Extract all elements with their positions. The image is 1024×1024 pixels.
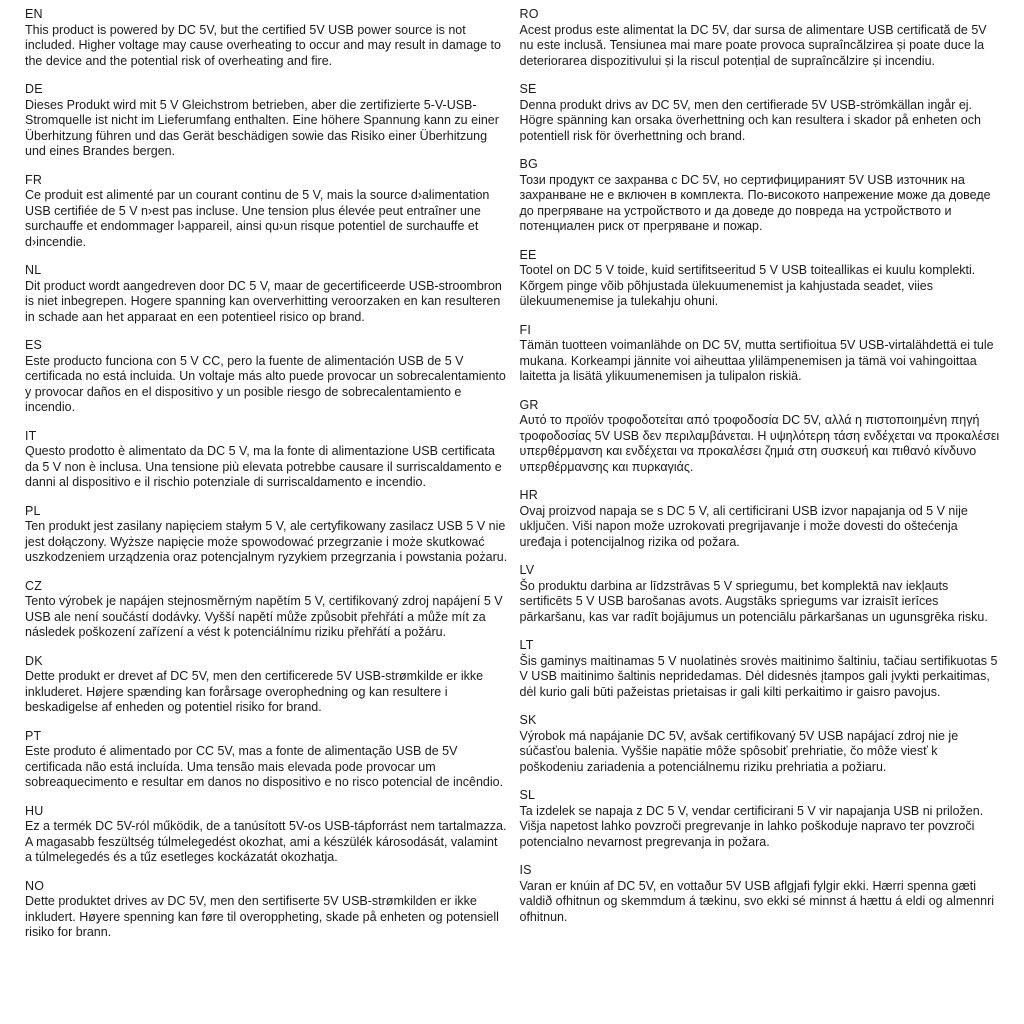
language-text: Dit product wordt aangedreven door DC 5 V, maar de gecertificeerde USB-stroombron is niet inbegrepen. Hogere spanning kan oververhitting veroorzaken en kan resulteren in schade aan het apparaat en een potentieel risico op brand. <box>25 278 502 324</box>
language-code: BG <box>519 157 538 171</box>
language-block-is <box>520 863 1003 925</box>
language-block-pt <box>25 729 508 791</box>
language-text: Varan er knúin af DC 5V, en vottaður 5V USB aflgjafi fylgir ekki. Hærri spenna gæti valdið ofhitnun og skemmdum á tækinu, svo ekki sé minnst á hættu á eldi og almennri ofhitnun. <box>519 878 995 924</box>
language-text: Dette produkt er drevet af DC 5V, men den certificerede 5V USB-strømkilde er ikke inkluderet. Højere spænding kan forårsage overophedning og kan resultere i beskadigelse af enheden og potentiel risiko for brand. <box>25 669 484 714</box>
language-text: Ta izdelek se napaja z DC 5 V, vendar certificirani 5 V vir napajanja USB ni priložen. Višja napetost lahko povzroči pregrevanje in lahko poškoduje napravo ter povzroči potencialno nevarnost pregrevanja in požara. <box>519 803 984 849</box>
language-block-pl <box>25 504 508 566</box>
language-text: Tootel on DC 5 V toide, kuid sertifitseeritud 5 V USB toiteallikas ei kuulu komplekti. Kõrgem pinge võib põhjustada ülekuumenemist ja kahjustada seadet, viies ülekuumenemise ja tulekahju ohuni. <box>519 263 976 308</box>
language-block-en <box>25 7 508 69</box>
language-code: CZ <box>25 578 43 593</box>
language-text: Dieses Produkt wird mit 5 V Gleichstrom betrieben, aber die zertifizierte 5-V-USB-Stromquelle ist nicht im Lieferumfang enthalten. Eine höhere Spannung kann zu einer Überhitzung führen und das Gerät beschädigen sowie das Risiko einer Überhitzung und eines Brandes bergen. <box>25 97 499 158</box>
language-block-fr <box>25 173 508 251</box>
language-code: GR <box>519 397 539 412</box>
language-code: EE <box>519 247 537 262</box>
language-text: Ez a termék DC 5V-ról működik, de a tanúsított 5V-os USB-tápforrást nem tartalmazza. A magasabb feszültség túlmelegedést okozhat, ami a készülék károsodását, valamint a túlmelegedés és a tűz esetleges kockázatát okozhatja. <box>25 819 507 864</box>
language-text: Ovaj proizvod napaja se s DC 5 V, ali certificirani USB izvor napajanja od 5 V nije uključen. Viši napon može uzrokovati pregrijavanje i može dovesti do oštećenja uređaja i potencijalnog rizika od požara. <box>519 503 968 549</box>
language-block-gr <box>520 398 1003 476</box>
language-text: Šo produktu darbina ar līdzstrāvas 5 V spriegumu, bet komplektā nav iekļauts sertificēts 5 V USB barošanas avots. Augstāks spriegums var izraisīt ierīces pārkaršanu, kas var radīt bojājumus un potenciālu pārkaršanas un ugunsgrēka risku. <box>519 578 988 624</box>
language-code: ES <box>25 338 43 352</box>
language-text: Šis gaminys maitinamas 5 V nuolatinės srovės maitinimo šaltiniu, tačiau sertifikuotas 5 V USB maitinimo šaltinis nepridedamas. Dėl didesnės įtampos gali įvykti perkaitimas, dėl kurio gali būti pažeistas prietaisas ir gali kilti perkaitimo ir gaisro pavojus. <box>519 653 998 699</box>
language-code: SK <box>519 713 537 727</box>
language-code: RO <box>519 7 539 21</box>
language-block-es <box>25 338 508 416</box>
language-code: DE <box>25 82 43 96</box>
language-text: Acest produs este alimentat la DC 5V, dar sursa de alimentare USB certificată de 5V nu este inclusă. Tensiunea mai mare poate provoca supraîncălzirea și poate duce la deteriorarea dispozitivului și la riscul potențial de supraîncălzire și incendiu. <box>519 22 987 68</box>
language-code: LV <box>519 563 535 577</box>
language-text: Denna produkt drivs av DC 5V, men den certifierade 5V USB-strömkällan ingår ej. Högre spänning kan orsaka överhettning och kan resultera i skador på enheten och potentiell risk för överhettning och brand. <box>519 97 981 143</box>
language-text: Výrobok má napájanie DC 5V, avšak certifikovaný 5V USB napájací zdroj nie je súčasťou balenia. Vyššie napätie môže spôsobiť prehriatie, čo môže viesť k poškodeniu zariadenia a potenciálnemu riziku prehriatia a požiaru. <box>519 728 959 774</box>
language-text: Ce produit est alimenté par un courant continu de 5 V, mais la source d›alimentation USB certifiée de 5 V n›est pas incluse. Une tension plus élevée peut entraîner une surchauffe et endommager l›appareil, ainsi qu›un risque potentiel de surchauffe et d›incendie. <box>25 188 490 249</box>
language-block-bg <box>520 157 1003 235</box>
language-code: HR <box>519 488 538 502</box>
language-code: PL <box>25 503 41 518</box>
language-code: LT <box>519 638 534 652</box>
language-text: This product is powered by DC 5V, but the certified 5V USB power source is not included. Higher voltage may cause overheating to occur and may result in damage to the device and the potential risk of overheating and fire. <box>25 22 501 68</box>
language-code: SL <box>519 788 536 802</box>
language-code: NL <box>25 263 42 277</box>
language-block-de <box>25 82 508 160</box>
language-block-ee <box>520 248 1003 310</box>
language-code: FI <box>519 322 532 337</box>
language-text: Tento výrobek je napájen stejnosměrným napětím 5 V, certifikovaný zdroj napájení 5 V USB ale není součástí dodávky. Vyšší napětí může způsobit přehřátí a může mít za následek poškození zařízení a vést k potenciálnímu riziku přehřátí a požáru. <box>25 594 503 639</box>
language-block-nl <box>25 263 508 325</box>
language-code: SE <box>519 82 537 96</box>
language-block-fi <box>520 323 1003 385</box>
language-block-it <box>25 429 508 491</box>
language-block-lv <box>520 563 1003 625</box>
language-code: IS <box>519 863 532 877</box>
language-code: DK <box>25 653 43 668</box>
language-code: HU <box>25 803 44 818</box>
language-block-dk <box>25 654 508 716</box>
language-text: Este produto é alimentado por CC 5V, mas a fonte de alimentação USB de 5V certificada não está incluída. Uma tensão mais elevada pode provocar um sobreaquecimento e resultar em danos no dispositivo e no risco potencial de incêndio. <box>25 744 504 789</box>
language-text: Αυτό το προϊόν τροφοδοτείται από τροφοδοσία DC 5V, αλλά η πιστοποιημένη πηγή τροφοδοσίας 5V USB δεν περιλαμβάνεται. Η υψηλότερη τάση ενδέχεται να προκαλέσει υπερθέρμανση και ενδέχεται να προκαλέσει ζημιά στη συσκευή και πιθανό κίνδυνο υπερθέρμανσης και πυρκαγιάς. <box>519 413 1000 474</box>
language-block-se <box>520 82 1003 144</box>
language-text: Este producto funciona con 5 V CC, pero la fuente de alimentación USB de 5 V certificada no está incluida. Un voltaje más alto puede provocar un sobrecalentamiento y provocar daños en el dispositivo y un posible riesgo de sobrecalentamiento e incendio. <box>25 353 506 414</box>
language-text: Този продукт се захранва с DC 5V, но сертифицираният 5V USB източник на захранване не е включен в комплекта. По-високото напрежение може да доведе до прегряване на устройството и да доведе до повреда на устройството и потенциален риск от прегряване и пожар. <box>519 172 991 233</box>
language-block-cz <box>25 579 508 641</box>
language-code: FR <box>25 172 43 187</box>
language-block-sk <box>520 713 1003 775</box>
left-column <box>25 7 508 1024</box>
language-block-no <box>25 879 508 941</box>
language-code: IT <box>25 428 37 443</box>
language-block-lt <box>520 638 1003 700</box>
language-text: Dette produktet drives av DC 5V, men den sertifiserte 5V USB-strømkilden er ikke inkludert. Høyere spenning kan føre til overoppheting, skade på enheten og potensiell risiko for brann. <box>25 894 499 939</box>
language-code: PT <box>25 728 42 743</box>
language-block-hu <box>25 804 508 866</box>
language-block-ro <box>520 7 1003 69</box>
language-text: Tämän tuotteen voimanlähde on DC 5V, mutta sertifioitua 5V USB-virtalähdettä ei tule mukana. Korkeampi jännite voi aiheuttaa ylilämpenemisen ja tämä voi vahingoittaa laitetta ja lisätä ylikuumenemisen ja tulipalon riskiä. <box>519 338 994 383</box>
language-block-sl <box>520 788 1003 850</box>
language-code: NO <box>25 878 45 893</box>
language-block-hr <box>520 488 1003 550</box>
language-code: EN <box>25 7 43 21</box>
right-column <box>520 7 1003 1024</box>
language-text: Ten produkt jest zasilany napięciem stałym 5 V, ale certyfikowany zasilacz USB 5 V nie jest dołączony. Wyższe napięcie może spowodować przegrzanie i może skutkować uszkodzeniem urządzenia oraz potencjalnym ryzykiem przegrzania i powstania pożaru. <box>25 519 508 564</box>
language-text: Questo prodotto è alimentato da DC 5 V, ma la fonte di alimentazione USB certificata da 5 V non è inclusa. Una tensione più elevata potrebbe causare il surriscaldamento e danni al dispositivo e il rischio potenziale di surriscaldamento e incendio. <box>25 444 502 489</box>
